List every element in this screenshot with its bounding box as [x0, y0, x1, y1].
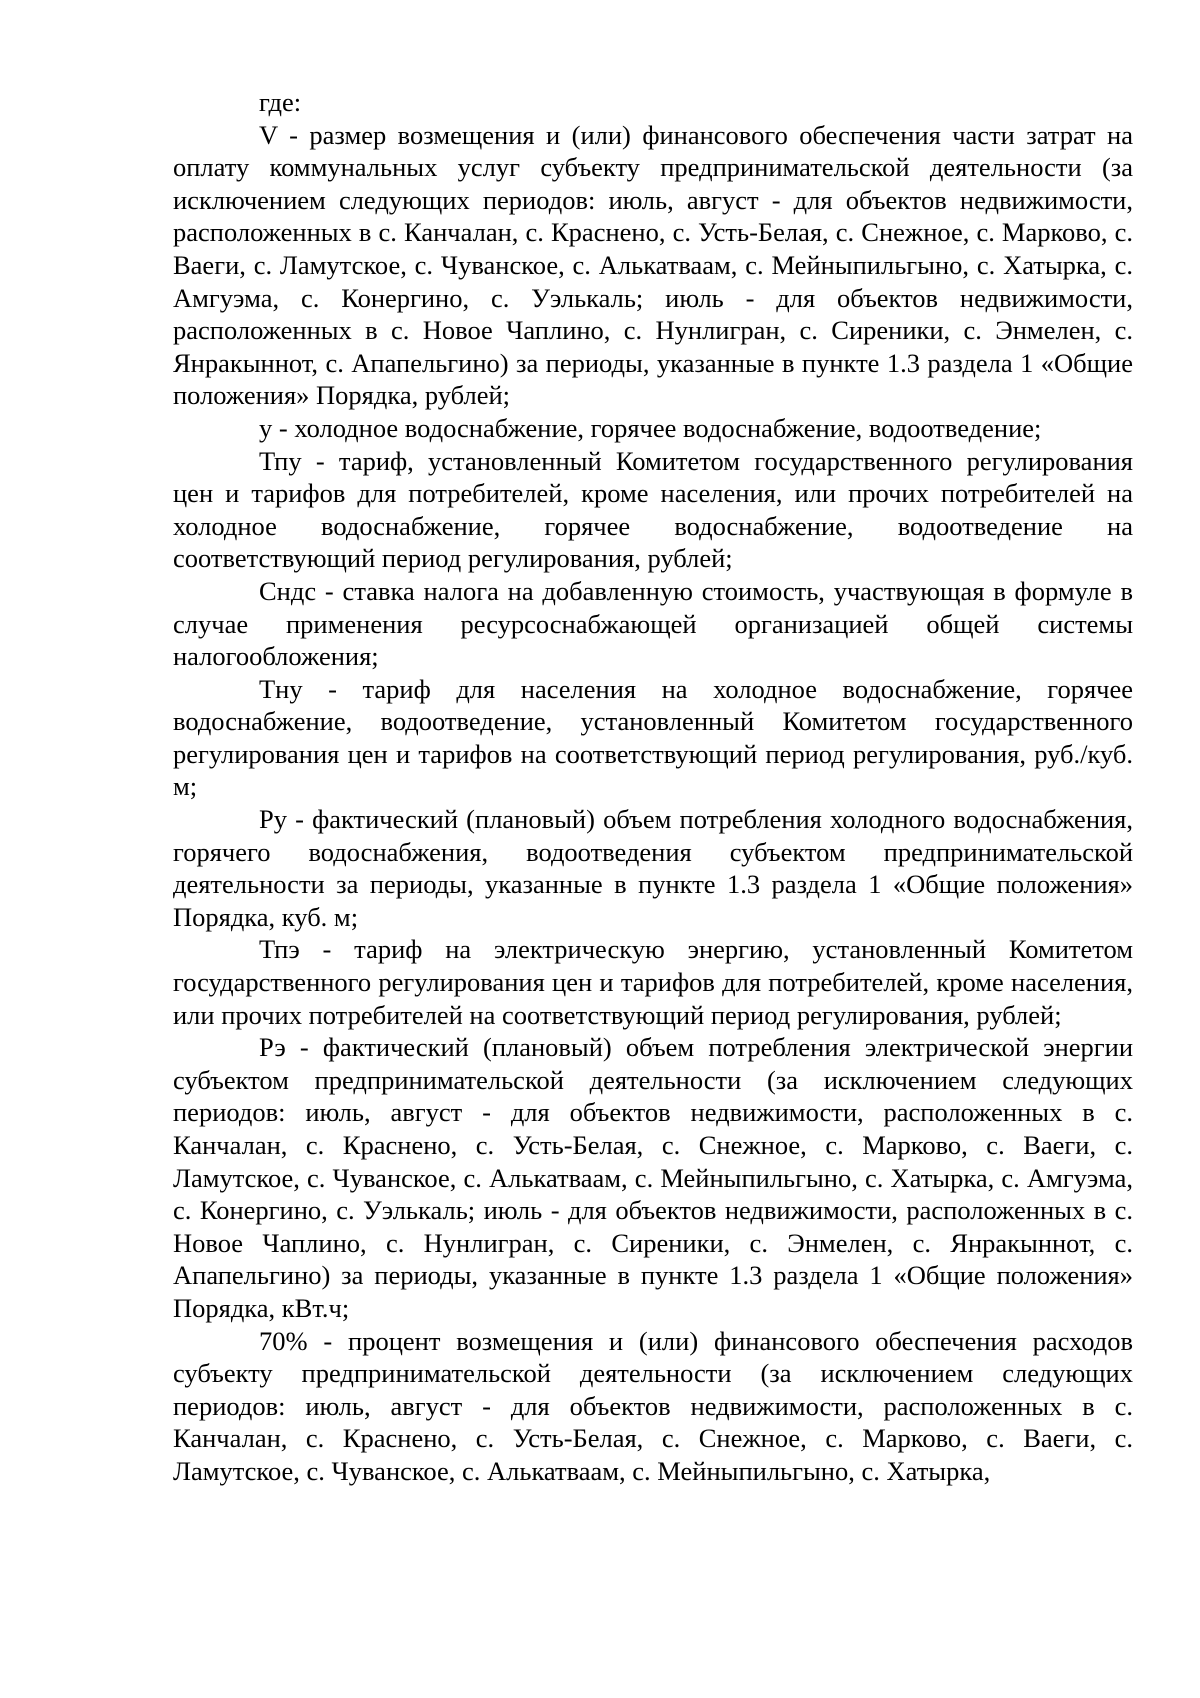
document-body	[173, 86, 1133, 1488]
paragraph-percent-definition: 70% - процент возмещения и (или) финансового обеспечения расходов субъекту предпринимательской деятельности (за исключением следующих периодов: июль, август - для объектов недвижимости, расположенных в с. Канчалан, с. Краснено, с. Усть-Белая, с. Снежное, с. Марково, с. Ваеги, с. Ламутское, с. Чуванское, с. Алькатваам, с. Мейныпильгыно, с. Хатырка,	[173, 1325, 1133, 1486]
paragraph-ru-definition: Ру - фактический (плановый) объем потребления холодного водоснабжения, горячего водоснабжения, водоотведения субъектом предпринимательской деятельности за периоды, указанные в пункте 1.3 раздела 1 «Общие положения» Порядка, куб. м;	[173, 804, 1133, 932]
paragraph-where: где:	[259, 87, 302, 117]
paragraph-y-definition: у - холодное водоснабжение, горячее водоснабжение, водоотведение;	[259, 412, 1042, 443]
paragraph-re-definition: Рэ - фактический (плановый) объем потребления электрической энергии субъектом предпринимательской деятельности (за исключением следующих периодов: июль, август - для объектов недвижимости, расположенных в с. Канчалан, с. Краснено, с. Усть-Белая, с. Снежное, с. Марково, с. Ваеги, с. Ламутское, с. Чуванское, с. Алькатваам, с. Мейныпильгыно, с. Хатырка, с. Амгуэма, с. Конергино, с. Уэлькаль; июль - для объектов недвижимости, расположенных в с. Новое Чаплино, с. Нунлигран, с. Сиреники, с. Энмелен, с. Янракыннот, с. Апапельгино) за периоды, указанные в пункте 1.3 раздела 1 «Общие положения» Порядка, кВт.ч;	[173, 1032, 1133, 1323]
paragraph-tnu-definition: Тну - тариф для населения на холодное водоснабжение, горячее водоснабжение, водоотведение, установленный Комитетом государственного регулирования цен и тарифов на соответствующий период регулирования, руб./куб. м;	[173, 673, 1133, 802]
paragraph-tpe-definition: Тпэ - тариф на электрическую энергию, установленный Комитетом государственного регулирования цен и тарифов для потребителей, кроме населения, или прочих потребителей на соответствующий период регулирования, рублей;	[173, 934, 1133, 1030]
paragraph-v-definition: V - размер возмещения и (или) финансового обеспечения части затрат на оплату коммунальных услуг субъекту предпринимательской деятельности (за исключением следующих периодов: июль, август - для объектов недвижимости, расположенных в с. Канчалан, с. Краснено, с. Усть-Белая, с. Снежное, с. Марково, с. Ваеги, с. Ламутское, с. Чуванское, с. Алькатваам, с. Мейныпильгыно, с. Хатырка, с. Амгуэма, с. Конергино, с. Уэлькаль; июль - для объектов недвижимости, расположенных в с. Новое Чаплино, с. Нунлигран, с. Сиреники, с. Энмелен, с. Янракыннот, с. Апапельгино) за периоды, указанные в пункте 1.3 раздела 1 «Общие положения» Порядка, рублей;	[173, 119, 1133, 411]
paragraph-tpu-definition: Тпу - тариф, установленный Комитетом государственного регулирования цен и тарифов для потребителей, кроме населения, или прочих потребителей на холодное водоснабжение, горячее водоснабжение, водоотведение на соответствующий период регулирования, рублей;	[173, 445, 1133, 574]
paragraph-vat-definition: Cндс - ставка налога на добавленную стоимость, участвующая в формуле в случае применения ресурсоснабжающей организацией общей системы налогообложения;	[173, 575, 1133, 672]
